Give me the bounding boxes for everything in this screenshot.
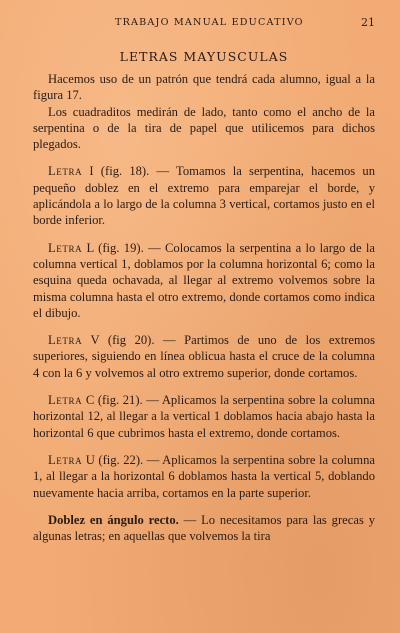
paragraph-text: Los cuadraditos medirán de lado, tanto como el ancho de la serpentina o de la tira de papel que utilicemos para dichos plegados. xyxy=(33,104,375,152)
paragraph-lead: Doblez en ángulo recto. xyxy=(48,512,179,527)
paragraph-lead: Letra xyxy=(48,164,83,179)
paragraph-doblez xyxy=(33,512,375,545)
paragraph xyxy=(33,71,375,104)
paragraph-text: U (fig. 22). — Aplicamos la serpentina sobre la columna 1, al llegar a la horizontal 6 doblamos hasta la vertical 5, doblando nuevamente hacia arriba, cortamos en la parte superior. xyxy=(33,452,375,500)
paragraph-text: L (fig. 19). — Colocamos la serpentina a lo largo de la columna vertical 1, doblamos por la columna horizontal 6; como la esquina queda ochavada, al llegar al extremo volvemos sobre la misma columna hasta el otro extremo, donde cortamos como indica el dibujo. xyxy=(33,240,375,320)
paragraph-text: C (fig. 21). — Aplicamos la serpentina sobre la columna horizontal 12, al llegar a la vertical 1 doblamos hacia abajo hasta la horizontal 6 que cubrimos hasta el extremo, donde cortamos. xyxy=(33,393,375,440)
paragraph-lead: Letra xyxy=(48,452,83,467)
paragraph-text: I (fig. 18). — Tomamos la serpentina, hacemos un pequeño doblez en el extremo para emparejar el borde, y aplicándola a lo largo de la columna 3 vertical, cortamos justo en el borde inferior. xyxy=(33,164,375,228)
paragraph-lead: Letra xyxy=(48,393,83,408)
paragraph-letra-u xyxy=(33,452,375,501)
paragraph xyxy=(33,104,375,153)
section-title: LETRAS MAYUSCULAS xyxy=(119,49,289,64)
paragraph-text: V (fig 20). — Partimos de uno de los extremos superiores, siguiendo en línea oblicua hasta el cruce de la columna 4 con la 6 y volvemos al otro extremo superior, donde cortamos. xyxy=(33,333,375,380)
paragraph-lead: Letra xyxy=(48,240,83,255)
paragraph-text: — Lo necesitamos para las grecas y algunas letras; en aquellas que volvemos la tira xyxy=(33,512,375,544)
paragraph-letra-v xyxy=(33,332,375,381)
paragraph-lead: Letra xyxy=(48,333,83,348)
page-number: 21 xyxy=(361,16,375,29)
running-head xyxy=(33,17,375,31)
running-title: TRABAJO MANUAL EDUCATIVO xyxy=(115,17,304,28)
paragraph-letra-l xyxy=(33,240,375,321)
paragraph-letra-c xyxy=(33,392,375,441)
paragraph-letra-i xyxy=(33,163,375,228)
paragraph-text: Hacemos uso de un patrón que tendrá cada alumno, igual a la figura 17. xyxy=(33,72,375,103)
